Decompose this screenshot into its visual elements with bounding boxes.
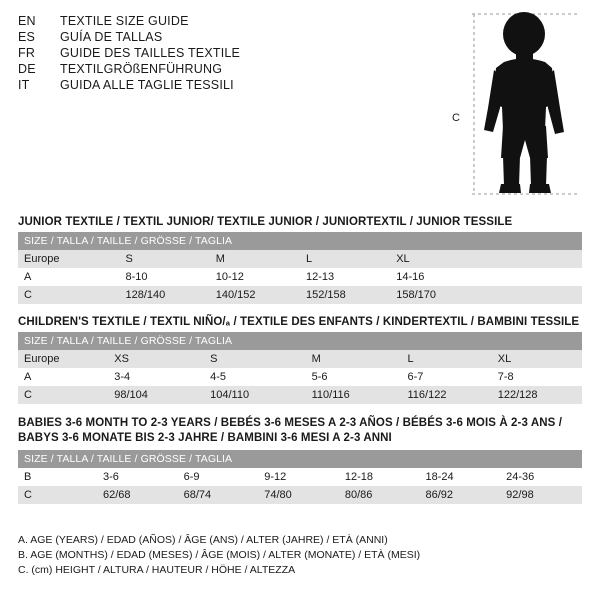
row-label-b: B: [18, 468, 97, 486]
table-junior: [18, 232, 582, 304]
table-row: [18, 368, 582, 386]
column-header-s: S: [204, 350, 306, 368]
section-babies-textile: [18, 414, 582, 504]
table-row: [18, 250, 582, 268]
section-title-junior: JUNIOR TEXTILE / TEXTIL JUNIOR/ TEXTILE JUNIOR / JUNIORTEXTIL / JUNIOR TESSILE: [18, 216, 513, 228]
section-children-textile: [18, 314, 582, 404]
column-header-xl: XL: [492, 350, 582, 368]
measurement-figure: [452, 8, 590, 200]
language-title-en: TEXTILE SIZE GUIDE: [60, 14, 189, 28]
language-row-en: [18, 14, 438, 28]
figure-height-label: C: [452, 112, 460, 124]
cell-value: 98/104: [108, 386, 204, 404]
language-row-de: [18, 62, 438, 76]
table-children: [18, 332, 582, 404]
row-label-c: C: [18, 386, 108, 404]
table-row: [18, 268, 582, 286]
cell-value: 152/158: [300, 286, 390, 304]
cell-value: 80/86: [339, 486, 420, 504]
cell-value: 3-4: [108, 368, 204, 386]
cell-value: 74/80: [258, 486, 339, 504]
cell-value: 6-7: [402, 368, 492, 386]
row-label-c: C: [18, 486, 97, 504]
cell-value: 158/170: [390, 286, 486, 304]
column-header-xs: XS: [108, 350, 204, 368]
language-code-de: DE: [18, 62, 36, 76]
table-row: [18, 386, 582, 404]
cell-value: 12-18: [339, 468, 420, 486]
cell-value: 68/74: [178, 486, 259, 504]
column-header-m: M: [210, 250, 300, 268]
cell-value: 10-12: [210, 268, 300, 286]
cell-value: 12-13: [300, 268, 390, 286]
note-height-cm: C. (cm) HEIGHT / ALTURA / HAUTEUR / HÖHE / ALTEZZA: [18, 564, 296, 576]
cell-value: 6-9: [178, 468, 259, 486]
language-row-es: [18, 30, 438, 44]
cell-value: 7-8: [492, 368, 582, 386]
language-title-de: TEXTILGRÖßENFÜHRUNG: [60, 62, 223, 76]
cell-value: 4-5: [204, 368, 306, 386]
column-header-s: S: [120, 250, 210, 268]
cell-value: 140/152: [210, 286, 300, 304]
language-title-block: [18, 14, 438, 94]
language-title-it: GUIDA ALLE TAGLIE TESSILI: [60, 78, 234, 92]
cell-value: 104/110: [204, 386, 306, 404]
table-row: [18, 450, 582, 468]
row-label-a: A: [18, 268, 120, 286]
legend-notes: [18, 533, 582, 578]
cell-value: 9-12: [258, 468, 339, 486]
language-title-fr: GUIDE DES TAILLES TEXTILE: [60, 46, 241, 60]
cell-value: 122/128: [492, 386, 582, 404]
table-row: [18, 232, 582, 250]
size-header-label-children: SIZE / TALLA / TAILLE / GRÖSSE / TAGLIA: [18, 332, 582, 350]
cell-value: 110/116: [306, 386, 402, 404]
cell-value: 86/92: [420, 486, 501, 504]
column-header-europe: Europe: [18, 250, 120, 268]
language-code-it: IT: [18, 78, 30, 92]
language-row-fr: [18, 46, 438, 60]
column-header-l: L: [300, 250, 390, 268]
cell-value: 14-16: [390, 268, 486, 286]
table-row: [18, 350, 582, 368]
cell-value: 3-6: [97, 468, 178, 486]
toddler-silhouette-icon: [470, 8, 580, 200]
row-label-c: C: [18, 286, 120, 304]
section-junior-textile: [18, 214, 582, 304]
column-header-europe: Europe: [18, 350, 108, 368]
cell-value: 116/122: [402, 386, 492, 404]
column-header-xl: XL: [390, 250, 486, 268]
cell-value: 92/98: [500, 486, 582, 504]
language-title-es: GUÍA DE TALLAS: [60, 30, 163, 44]
note-age-months: B. AGE (MONTHS) / EDAD (MESES) / ÂGE (MOIS) / ALTER (MONATE) / ETÀ (MESI): [18, 549, 421, 561]
section-title-babies: BABIES 3-6 MONTH TO 2-3 YEARS / BEBÉS 3-6 MESES A 2-3 AÑOS / BÉBÉS 3-6 MOIS À 2-3 ANS / BABYS 3-6 MONATE BIS 2-3 JAHRE / BAMBINI 3-6 MESI A 2-3 ANNI: [18, 417, 562, 444]
language-code-en: EN: [18, 14, 36, 28]
note-age-years: A. AGE (YEARS) / EDAD (AÑOS) / ÂGE (ANS) / ALTER (JAHRE) / ETÀ (ANNI): [18, 534, 388, 546]
section-title-children: CHILDREN'S TEXTILE / TEXTIL NIÑO/ₐ / TEXTILE DES ENFANTS / KINDERTEXTIL / BAMBINI TESSILE: [18, 316, 580, 328]
column-header-l: L: [402, 350, 492, 368]
language-row-it: [18, 78, 438, 92]
table-row: [18, 332, 582, 350]
size-header-label-junior: SIZE / TALLA / TAILLE / GRÖSSE / TAGLIA: [18, 232, 582, 250]
table-row: [18, 486, 582, 504]
cell-value: 62/68: [97, 486, 178, 504]
column-header-m: M: [306, 350, 402, 368]
table-row: [18, 468, 582, 486]
table-babies: [18, 450, 582, 504]
row-label-a: A: [18, 368, 108, 386]
cell-value: 18-24: [420, 468, 501, 486]
cell-value: 5-6: [306, 368, 402, 386]
cell-value: 128/140: [120, 286, 210, 304]
cell-value: 24-36: [500, 468, 582, 486]
language-code-fr: FR: [18, 46, 36, 60]
size-header-label-babies: SIZE / TALLA / TAILLE / GRÖSSE / TAGLIA: [18, 450, 582, 468]
language-code-es: ES: [18, 30, 36, 44]
cell-value: 8-10: [120, 268, 210, 286]
table-row: [18, 286, 582, 304]
